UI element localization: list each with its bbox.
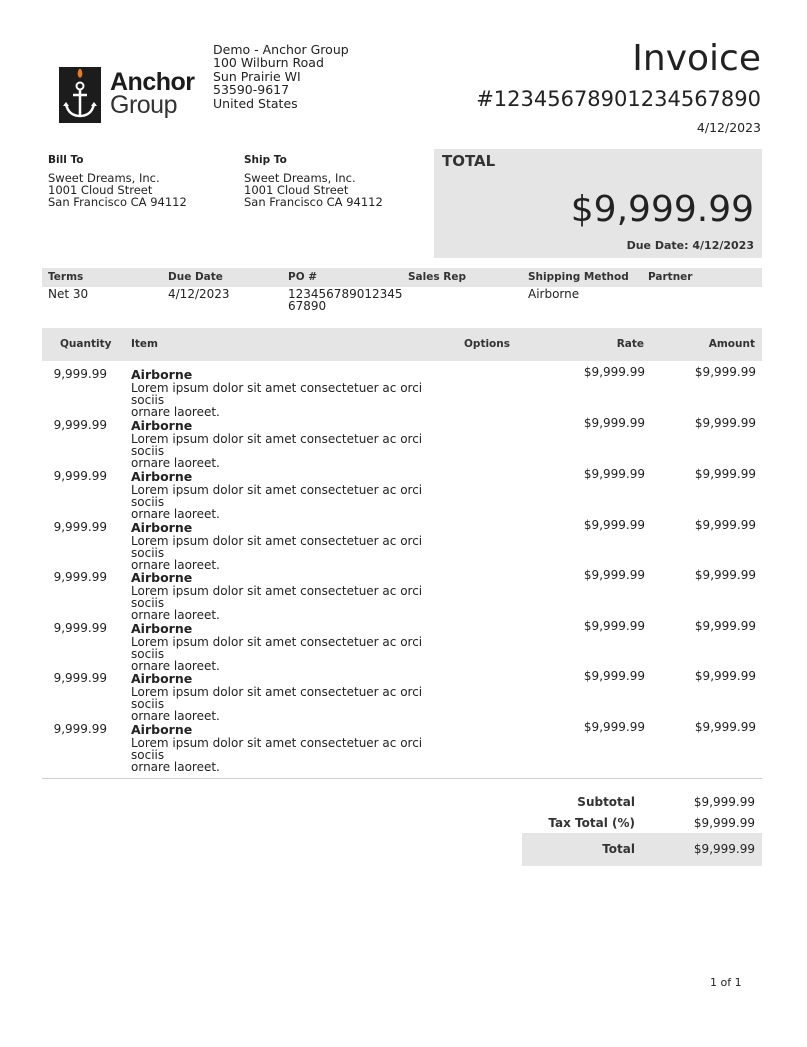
row-quantity: 9,999.99: [53, 469, 107, 483]
due-date-value-cell: 4/12/2023: [168, 287, 230, 301]
table-row: [42, 671, 762, 721]
company-address: [213, 43, 349, 110]
row-desc-line2: ornare laoreet.: [131, 456, 220, 470]
company-zip: 53590-9617: [213, 82, 290, 98]
po-value: [288, 288, 403, 312]
due-date: [627, 239, 754, 252]
row-desc-line2: ornare laoreet.: [131, 709, 220, 723]
row-desc-line2: ornare laoreet.: [131, 558, 220, 572]
options-header: Options: [464, 338, 510, 350]
quantity-header: Quantity: [60, 338, 112, 350]
invoice-title: Invoice: [632, 38, 761, 79]
row-item-name: Airborne: [131, 722, 193, 737]
total-box-amount: $9,999.99: [570, 189, 754, 230]
row-desc-line1: Lorem ipsum dolor sit amet consectetuer ac orci sociis: [131, 381, 423, 407]
tax-total-value: $9,999.99: [693, 816, 755, 830]
row-desc-line2: ornare laoreet.: [131, 507, 220, 521]
bill-to-label: Bill To: [48, 154, 84, 166]
row-item-name: Airborne: [131, 671, 193, 686]
row-rate: $9,999.99: [583, 669, 645, 683]
bill-to-address: [48, 172, 187, 208]
row-desc-line2: ornare laoreet.: [131, 760, 220, 774]
partner-header: Partner: [648, 271, 693, 283]
row-amount: $9,999.99: [694, 416, 756, 430]
row-item-name: Airborne: [131, 520, 193, 535]
po-value-line2: 67890: [288, 299, 327, 313]
grand-total-value: $9,999.99: [693, 842, 755, 856]
grand-total-label: Total: [602, 842, 635, 856]
invoice-number: #1234567890123456789​0: [476, 87, 761, 111]
row-rate: $9,999.99: [583, 518, 645, 532]
table-row: [42, 570, 762, 620]
row-item-description: [131, 636, 451, 672]
row-rate: $9,999.99: [583, 619, 645, 633]
row-desc-line1: Lorem ipsum dolor sit amet consectetuer ac orci sociis: [131, 635, 423, 661]
table-row: [42, 367, 762, 417]
row-amount: $9,999.99: [694, 568, 756, 582]
bill-to-city: San Francisco CA 94112: [48, 195, 187, 209]
ship-to: [244, 154, 383, 208]
due-date-label: Due Date:: [626, 239, 689, 252]
company-street: 100 Wilburn Road: [213, 55, 324, 71]
table-row: [42, 621, 762, 671]
shipping-method-value: Airborne: [528, 287, 580, 301]
company-city: Sun Prairie WI: [213, 68, 301, 84]
row-rate: $9,999.99: [583, 467, 645, 481]
row-amount: $9,999.99: [694, 720, 756, 734]
invoice-date: 4/12/2023: [696, 120, 761, 135]
row-amount: $9,999.99: [694, 518, 756, 532]
row-desc-line1: Lorem ipsum dolor sit amet consectetuer ac orci sociis: [131, 534, 423, 560]
due-date-value: 4/12/2023: [692, 239, 754, 252]
row-quantity: 9,999.99: [53, 570, 107, 584]
logo-line1: Anchor: [110, 68, 195, 96]
row-item-description: [131, 585, 451, 621]
ship-to-name: Sweet Dreams, Inc.: [244, 171, 356, 185]
ship-to-street: 1001 Cloud Street: [244, 183, 349, 197]
row-rate: $9,999.99: [583, 720, 645, 734]
row-desc-line1: Lorem ipsum dolor sit amet consectetuer ac orci sociis: [131, 685, 423, 711]
logo-line2: Group: [110, 91, 177, 119]
row-item-description: [131, 382, 451, 418]
row-item-name: Airborne: [131, 570, 193, 585]
row-rate: $9,999.99: [583, 416, 645, 430]
ship-to-city: San Francisco CA 94112: [244, 195, 383, 209]
subtotal-value: $9,999.99: [693, 795, 755, 809]
tax-total-label: Tax Total (%): [548, 816, 635, 830]
row-quantity: 9,999.99: [53, 520, 107, 534]
po-value-line1: 123456789012345: [288, 287, 403, 301]
row-quantity: 9,999.99: [53, 367, 107, 381]
row-item-name: Airborne: [131, 469, 193, 484]
logo-wordmark: [110, 68, 195, 119]
company-name: Demo - Anchor Group: [213, 42, 349, 57]
row-amount: $9,999.99: [694, 365, 756, 379]
sales-rep-header: Sales Rep: [408, 271, 466, 283]
row-desc-line1: Lorem ipsum dolor sit amet consectetuer ac orci sociis: [131, 584, 423, 610]
table-row: [42, 418, 762, 468]
table-row: [42, 722, 762, 772]
row-rate: $9,999.99: [583, 568, 645, 582]
row-item-description: [131, 535, 451, 571]
table-row: [42, 469, 762, 519]
item-header: Item: [131, 338, 158, 350]
row-item-description: [131, 737, 451, 773]
table-row: [42, 520, 762, 570]
bill-to-street: 1001 Cloud Street: [48, 183, 153, 197]
row-item-description: [131, 484, 451, 520]
company-country: United States: [213, 95, 298, 111]
row-quantity: 9,999.99: [53, 722, 107, 736]
ship-to-address: [244, 172, 383, 208]
subtotal-label: Subtotal: [577, 795, 635, 809]
po-header: PO #: [288, 271, 318, 283]
row-desc-line2: ornare laoreet.: [131, 405, 220, 419]
row-item-name: Airborne: [131, 367, 193, 382]
row-quantity: 9,999.99: [53, 418, 107, 432]
total-box: [434, 149, 762, 258]
row-item-name: Airborne: [131, 418, 193, 433]
row-item-description: [131, 433, 451, 469]
ship-to-label: Ship To: [244, 154, 287, 166]
row-item-description: [131, 686, 451, 722]
row-desc-line2: ornare laoreet.: [131, 659, 220, 673]
items-divider: [42, 778, 762, 779]
row-rate: $9,999.99: [583, 365, 645, 379]
row-desc-line2: ornare laoreet.: [131, 608, 220, 622]
row-amount: $9,999.99: [694, 619, 756, 633]
shipping-method-header: Shipping Method: [528, 271, 629, 283]
amount-header: Amount: [708, 338, 755, 350]
due-date-header: Due Date: [168, 271, 223, 283]
row-quantity: 9,999.99: [53, 671, 107, 685]
terms-value: Net 30: [48, 287, 89, 301]
rate-header: Rate: [616, 338, 644, 350]
total-box-label: TOTAL: [442, 152, 496, 170]
row-amount: $9,999.99: [694, 467, 756, 481]
row-quantity: 9,999.99: [53, 621, 107, 635]
row-desc-line1: Lorem ipsum dolor sit amet consectetuer ac orci sociis: [131, 483, 423, 509]
bill-to-name: Sweet Dreams, Inc.: [48, 171, 160, 185]
anchor-icon: [59, 67, 101, 123]
row-desc-line1: Lorem ipsum dolor sit amet consectetuer ac orci sociis: [131, 736, 423, 762]
row-desc-line1: Lorem ipsum dolor sit amet consectetuer ac orci sociis: [131, 432, 423, 458]
row-item-name: Airborne: [131, 621, 193, 636]
bill-to: [48, 154, 187, 208]
page-number: 1 of 1: [710, 976, 742, 989]
terms-header: Terms: [48, 271, 84, 283]
row-amount: $9,999.99: [694, 669, 756, 683]
logo-mark: [59, 67, 101, 123]
